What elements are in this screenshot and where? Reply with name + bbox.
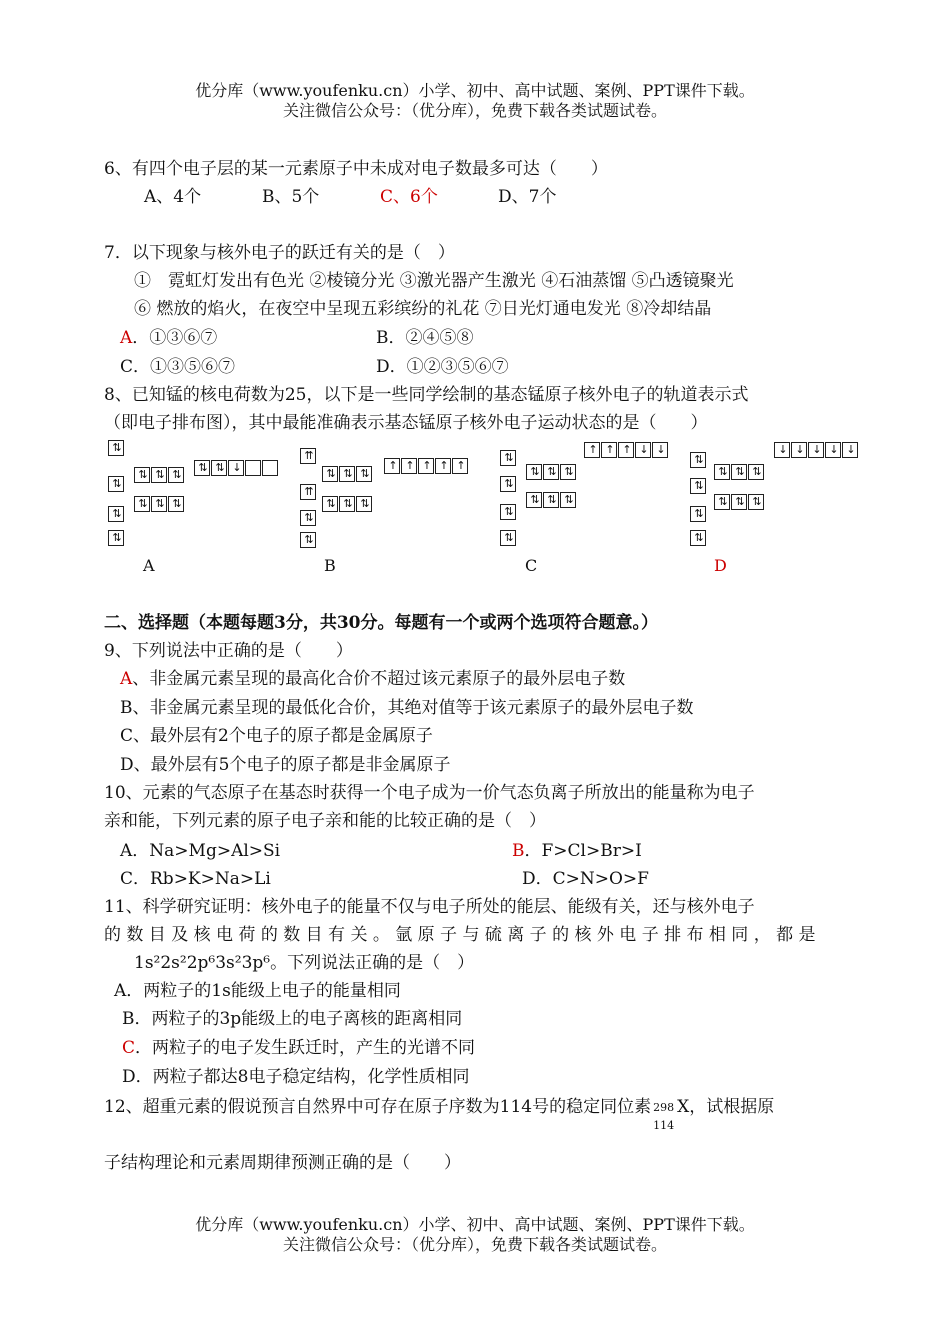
q10-option-d: D．C>N>O>F (522, 869, 649, 889)
orbital-box (262, 460, 278, 476)
q9-option-a: A、非金属元素呈现的最高化合价不超过该元素原子的最外层电子数 (120, 669, 626, 689)
q8-stem-1: 8、已知锰的核电荷数为25，以下是一些同学绘制的基态锰原子核外电子的轨道表示式 (104, 385, 749, 405)
q11-option-d: D．两粒子都达8电子稳定结构，化学性质相同 (122, 1067, 470, 1087)
q12-stem-2: 子结构理论和元素周期律预测正确的是（ ） (104, 1153, 461, 1173)
orbital-box: ↓ (774, 442, 790, 458)
orbital-box: ⇅ (690, 478, 706, 494)
q6-option-c: C、6个 (380, 187, 438, 207)
q9-option-b: B、非金属元素呈现的最低化合价，其绝对值等于该元素原子的最外层电子数 (120, 698, 694, 718)
orbital-box: ⇅ (748, 464, 764, 480)
q11-option-b: B．两粒子的3p能级上的电子离核的距离相同 (122, 1009, 463, 1029)
q6-stem: 6、有四个电子层的某一元素原子中未成对电子数最多可达（ ） (104, 159, 608, 179)
orbital-box: ↑ (435, 458, 451, 474)
orbital-box: ⇅ (526, 492, 542, 508)
orbital-box: ⇈ (300, 448, 316, 464)
diagram-label-c: C (525, 556, 538, 575)
orbital-box: ↓ (228, 460, 244, 476)
orbital-box: ↑ (452, 458, 468, 474)
q9-stem: 9、下列说法中正确的是（ ） (104, 641, 353, 661)
orbital-box: ⇅ (339, 466, 355, 482)
q11-stem-2: 的 数 目 及 核 电 荷 的 数 目 有 关 。 氩 原 子 与 硫 离 子 的 核 外 电 子 排 布 相 同 ， 都 是 (104, 925, 816, 945)
q7-option-d: D．①②③⑤⑥⑦ (376, 357, 509, 377)
q9-answer-letter: A (120, 669, 133, 689)
orbital-box: ⇅ (543, 464, 559, 480)
orbital-box: ⇅ (500, 504, 516, 520)
orbital-box: ⇅ (500, 450, 516, 466)
orbital-box: ↓ (842, 442, 858, 458)
orbital-box: ⇅ (322, 496, 338, 512)
orbital-box: ↓ (652, 442, 668, 458)
orbital-box: ⇈ (300, 484, 316, 500)
q11-stem-3: 1s²2s²2p⁶3s²3p⁶。下列说法正确的是（ ） (134, 953, 475, 973)
electron-configuration: 1s²2s²2p⁶3s²3p⁶ (134, 953, 271, 973)
orbital-box: ⇅ (134, 467, 150, 483)
orbital-box: ⇅ (168, 496, 184, 512)
orbital-box: ⇅ (714, 494, 730, 510)
q7-option-b: B．②④⑤⑧ (376, 328, 474, 348)
q11-stem-1: 11、科学研究证明：核外电子的能量不仅与电子所处的能层、能级有关，还与核外电子 (104, 897, 755, 917)
orbital-box: ↑ (618, 442, 634, 458)
orbital-box: ⇅ (151, 496, 167, 512)
q10-stem-2: 亲和能，下列元素的原子电子亲和能的比较正确的是（ ） (104, 811, 546, 831)
q7-items-2: ⑥ 燃放的焰火，在夜空中呈现五彩缤纷的礼花 ⑦日光灯通电发光 ⑧冷却结晶 (134, 299, 712, 319)
orbital-diagram-d (690, 442, 870, 548)
q7-items-1: ① 霓虹灯发出有色光 ②棱镜分光 ③激光器产生激光 ④石油蒸馏 ⑤凸透镜聚光 (134, 271, 734, 291)
q7-stem: 7．以下现象与核外电子的跃迁有关的是（ ） (104, 243, 455, 263)
orbital-box: ⇅ (108, 506, 124, 522)
orbital-box: ⇅ (151, 467, 167, 483)
orbital-box: ⇅ (108, 440, 124, 456)
q10-option-a: A．Na>Mg>Al>Si (120, 841, 281, 861)
orbital-box: ⇅ (748, 494, 764, 510)
q6-option-b: B、5个 (262, 187, 320, 207)
orbital-box: ↓ (635, 442, 651, 458)
q11-answer-letter: C (122, 1038, 136, 1058)
isotope-atomic-number: 114 (653, 1119, 675, 1132)
q10-option-c: C．Rb>K>Na>Li (120, 869, 271, 889)
q8-stem-2: （即电子排布图），其中最能准确表示基态锰原子核外电子运动状态的是（ ） (104, 413, 708, 433)
isotope-mass-number: 298 (653, 1101, 675, 1114)
orbital-box: ⇅ (194, 460, 210, 476)
orbital-box: ↑ (418, 458, 434, 474)
isotope-notation (651, 1096, 677, 1132)
orbital-box: ⇅ (300, 510, 316, 526)
orbital-box: ⇅ (500, 530, 516, 546)
orbital-diagram-a (108, 440, 288, 550)
orbital-box: ⇅ (690, 530, 706, 546)
orbital-box: ↑ (601, 442, 617, 458)
q10-answer-letter: B (512, 841, 525, 861)
orbital-box: ⇅ (134, 496, 150, 512)
orbital-box: ↑ (384, 458, 400, 474)
footer-line-1: 优分库（www.youfenku.cn）小学、初中、高中试题、案例、PPT课件下载。 (195, 1215, 755, 1234)
q12-stem-1: 12、超重元素的假说预言自然界中可存在原子序数为114号的稳定同位素 298 114 X，试根据原 (104, 1097, 775, 1132)
orbital-box: ⇅ (543, 492, 559, 508)
q9-option-c: C、最外层有2个电子的原子都是金属原子 (120, 726, 433, 746)
diagram-label-a: A (143, 556, 155, 575)
orbital-box: ⇅ (322, 466, 338, 482)
orbital-box (245, 460, 261, 476)
orbital-box: ⇅ (108, 530, 124, 546)
orbital-box: ⇅ (356, 466, 372, 482)
orbital-box: ⇅ (731, 494, 747, 510)
header-line-1: 优分库（www.youfenku.cn）小学、初中、高中试题、案例、PPT课件下载。 (195, 81, 755, 100)
orbital-box: ↑ (584, 442, 600, 458)
q11-option-c: C．两粒子的电子发生跃迁时，产生的光谱不同 (122, 1038, 476, 1058)
diagram-label-b: B (324, 556, 336, 575)
orbital-box: ⇅ (690, 452, 706, 468)
q9-option-d: D、最外层有5个电子的原子都是非金属原子 (120, 755, 451, 775)
orbital-box: ⇅ (560, 492, 576, 508)
orbital-box: ⇅ (168, 467, 184, 483)
diagram-label-d: D (714, 556, 727, 575)
orbital-box: ↓ (791, 442, 807, 458)
footer-line-2: 关注微信公众号：（优分库），免费下载各类试题试卷。 (282, 1235, 667, 1254)
orbital-box: ⇅ (211, 460, 227, 476)
orbital-box: ⇅ (500, 476, 516, 492)
orbital-box: ⇅ (356, 496, 372, 512)
orbital-diagram-c (500, 442, 680, 548)
section-2-title: 二、选择题（本题每题3分，共30分。每题有一个或两个选项符合题意。） (104, 613, 658, 633)
q7-answer-letter: A (120, 328, 133, 348)
element-symbol: X (677, 1097, 690, 1117)
q10-option-b: B．F>Cl>Br>I (512, 841, 642, 861)
orbital-box: ⇅ (731, 464, 747, 480)
header-line-2: 关注微信公众号：（优分库），免费下载各类试题试卷。 (282, 101, 667, 120)
q7-option-a: A．①③⑥⑦ (120, 328, 218, 348)
orbital-box: ⇅ (300, 532, 316, 548)
orbital-box: ↓ (808, 442, 824, 458)
orbital-box: ↑ (401, 458, 417, 474)
q7-option-c: C．①③⑤⑥⑦ (120, 357, 236, 377)
orbital-box: ⇅ (690, 506, 706, 522)
orbital-box: ⇅ (714, 464, 730, 480)
orbital-box: ⇅ (560, 464, 576, 480)
q11-option-a: A．两粒子的1s能级上电子的能量相同 (114, 981, 401, 1001)
orbital-box: ↓ (825, 442, 841, 458)
orbital-box: ⇅ (108, 476, 124, 492)
q6-option-d: D、7个 (498, 187, 557, 207)
orbital-diagram-b (300, 448, 480, 552)
orbital-box: ⇅ (526, 464, 542, 480)
q6-option-a: A、4个 (144, 187, 202, 207)
orbital-box: ⇅ (339, 496, 355, 512)
q10-stem-1: 10、元素的气态原子在基态时获得一个电子成为一价气态负离子所放出的能量称为电子 (104, 783, 755, 803)
